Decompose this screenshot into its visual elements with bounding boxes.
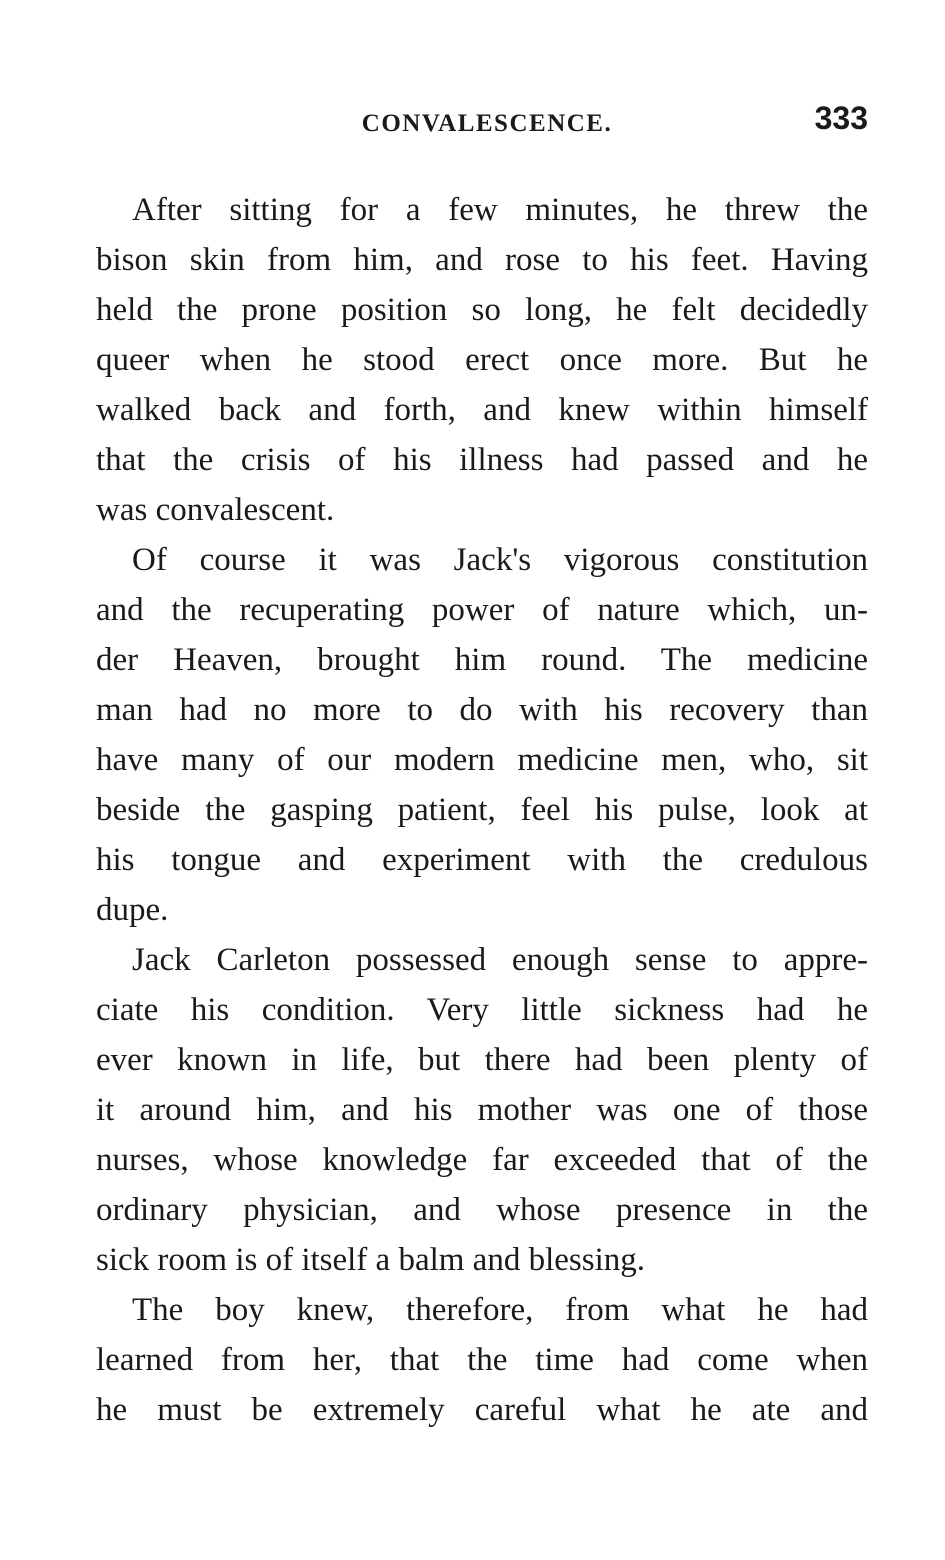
text-line: walked back and forth, and knew within himself — [96, 392, 868, 428]
text-line: ciate his condition. Very little sickness had he — [96, 992, 868, 1028]
text-line: it around him, and his mother was one of those — [96, 1092, 868, 1128]
page-number: 333 — [814, 100, 868, 136]
text-line: The boy knew, therefore, from what he had — [132, 1292, 868, 1328]
text-line: dupe. — [96, 892, 169, 928]
text-line: that the crisis of his illness had passed and he — [96, 442, 868, 478]
body-text — [96, 185, 868, 1435]
text-line: Of course it was Jack's vigorous constitution — [132, 542, 868, 578]
text-line: ever known in life, but there had been plenty of — [96, 1042, 868, 1078]
chapter-title: CONVALESCENCE. — [361, 110, 613, 137]
text-line: was convalescent. — [96, 492, 335, 528]
text-line: After sitting for a few minutes, he threw the — [132, 192, 868, 228]
text-line: Jack Carleton possessed enough sense to appre- — [132, 942, 868, 978]
text-line: ordinary physician, and whose presence in the — [96, 1192, 868, 1228]
text-line: held the prone position so long, he felt decidedly — [96, 292, 868, 328]
text-line: have many of our modern medicine men, who, sit — [96, 742, 868, 778]
text-line: man had no more to do with his recovery than — [96, 692, 868, 728]
text-line: his tongue and experiment with the credulous — [96, 842, 868, 878]
text-line: queer when he stood erect once more. But he — [96, 342, 868, 378]
text-line: he must be extremely careful what he ate and — [96, 1392, 868, 1428]
text-line: der Heaven, brought him round. The medicine — [96, 642, 868, 678]
text-line: beside the gasping patient, feel his pulse, look at — [96, 792, 868, 828]
text-line: bison skin from him, and rose to his feet. Having — [96, 242, 868, 278]
running-head — [96, 100, 868, 148]
text-line: nurses, whose knowledge far exceeded that of the — [96, 1142, 868, 1178]
text-line: sick room is of itself a balm and blessing. — [96, 1242, 645, 1278]
text-line: learned from her, that the time had come when — [96, 1342, 868, 1378]
text-line: and the recuperating power of nature which, un- — [96, 592, 868, 628]
